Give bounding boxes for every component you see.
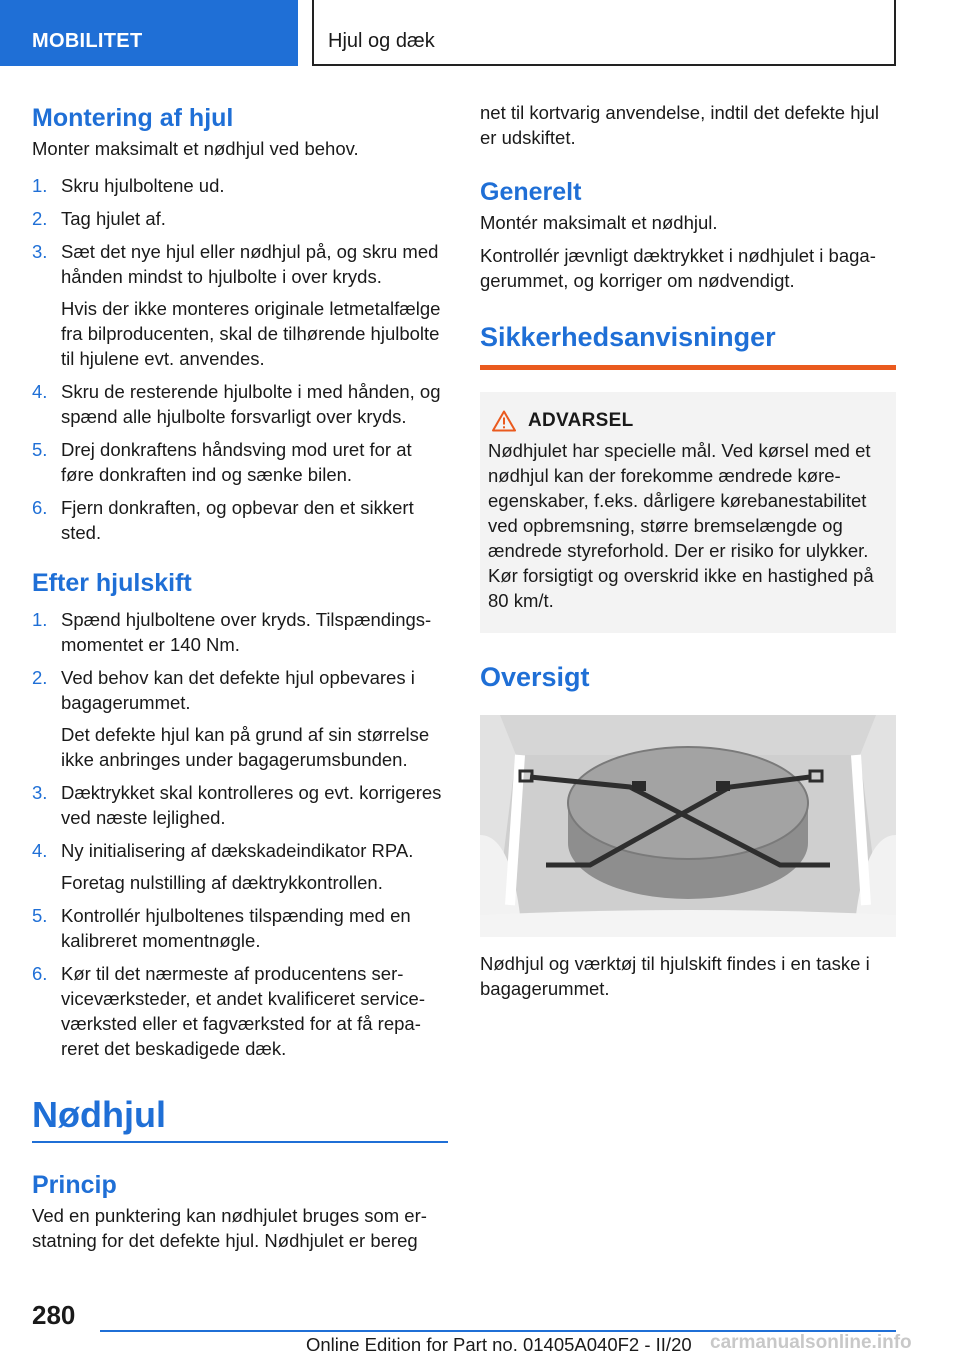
step-number: 1. [32,175,48,196]
list-item [32,838,448,895]
step-text: Drej donkraftens håndsving mod uret for at føre donkraften ind og sænke bilen. [61,439,412,485]
chapter-title: Hjul og dæk [328,30,435,52]
step-note: Hvis der ikke monteres originale letmetalfælge fra bilproducenten, skal de tilhørende hjulbolte til hjulene evt. anvendes. [61,298,441,369]
warning-box [480,392,896,633]
chapter-tab [312,0,896,66]
step-text: Skru hjulboltene ud. [61,175,225,196]
step-note: Det defekte hjul kan på grund af sin størrelse ikke anbringes under bagagerumsbunden. [61,724,430,770]
step-text: Sæt det nye hjul eller nødhjul på, og skru med hånden mindst to hjulbolte i over kryds. [61,241,439,287]
left-column [32,100,448,1253]
list-item [32,206,448,231]
step-number: 4. [32,840,48,861]
list-item [32,495,448,545]
step-number: 5. [32,439,48,460]
list-item [32,437,448,487]
overview-caption: Nødhjul og værktøj til hjulskift findes i en taske i bagagerummet. [480,953,870,999]
edition-text: Online Edition for Part no. 01405A040F2 - II/20 [306,1334,692,1355]
general-text-1: Montér maksimalt et nødhjul. [480,212,718,233]
watermark: carmanualsonline.info [710,1332,912,1353]
right-column [480,100,896,1001]
principle-text: Ved en punktering kan nødhjulet bruges som erstatning for det defekte hjul. Nødhjulet er bereg [32,1205,427,1251]
step-number: 3. [32,782,48,803]
warning-text: Nødhjulet har specielle mål. Ved kørsel med et nødhjul kan der forekomme ændrede køreegenskaber, f.eks. dårligere kørebanestabilitet ved opbremsning, større bremselængde og ændrede styreforhold. Der er risiko for ulykker. Kør forsigtigt og overskrid ikke en hastighed på 80 km/t. [488,440,874,611]
step-number: 1. [32,609,48,630]
mounting-intro: Monter maksimalt et nødhjul ved behov. [32,138,359,159]
step-number: 2. [32,667,48,688]
heading-spare-wheel: Nødhjul [32,1093,448,1143]
step-text: Tag hjulet af. [61,208,166,229]
step-number: 5. [32,905,48,926]
page-header [0,0,960,66]
mounting-steps [32,173,448,545]
step-text: Dæktrykket skal kontrolleres og evt. korrigeres ved næste lejlighed. [61,782,442,828]
page-number: 280 [32,1300,76,1330]
trunk-illustration-icon [480,715,896,937]
list-item [32,173,448,198]
step-text: Spænd hjulboltene over kryds. Tilspændingsmomentet er 140 Nm. [61,609,432,655]
step-number: 6. [32,497,48,518]
list-item [32,379,448,429]
after-steps [32,607,448,1061]
step-text: Kontrollér hjulboltenes tilspænding med en kalibreret momentnøgle. [61,905,411,951]
step-note: Foretag nulstilling af dæktrykkontrollen. [61,872,383,893]
list-item [32,239,448,371]
trunk-spare-wheel-illustration [480,715,896,937]
list-item [32,780,448,830]
heading-overview: Oversigt [480,662,590,692]
step-text: Kør til det nærmeste af producentens serviceværksteder, et andet kvalificeret serviceværksted eller et fagværksted for at få repareret det beskadigede dæk. [61,963,425,1059]
principle-continuation: net til kortvarig anvendelse, indtil det defekte hjul er udskiftet. [480,102,880,148]
step-number: 6. [32,963,48,984]
warning-triangle-icon [492,410,516,432]
section-tab [0,0,298,66]
list-item [32,961,448,1061]
heading-general: Generelt [480,178,582,206]
step-text: Ny initialisering af dækskadeindikator RPA. [61,840,414,861]
step-text: Fjern donkraften, og opbevar den et sikkert sted. [61,497,414,543]
section-title: MOBILITET [32,30,143,52]
heading-mounting: Montering af hjul [32,104,234,132]
heading-safety: Sikkerhedsanvisninger [480,317,896,370]
list-item [32,903,448,953]
step-number: 3. [32,241,48,262]
list-item [32,665,448,772]
step-number: 2. [32,208,48,229]
general-text-2: Kontrollér jævnligt dæktrykket i nødhjulet i bagagerummet, og korriger om nødvendigt. [480,245,876,291]
step-number: 4. [32,381,48,402]
warning-label: ADVARSEL [528,410,634,431]
list-item [32,607,448,657]
step-text: Ved behov kan det defekte hjul opbevares i bagagerummet. [61,667,415,713]
step-text: Skru de resterende hjulbolte i med hånden, og spænd alle hjulbolte forsvarligt over kryds. [61,381,441,427]
heading-principle: Princip [32,1171,117,1199]
heading-after-wheel-change: Efter hjulskift [32,569,192,597]
warning-header [488,410,888,432]
